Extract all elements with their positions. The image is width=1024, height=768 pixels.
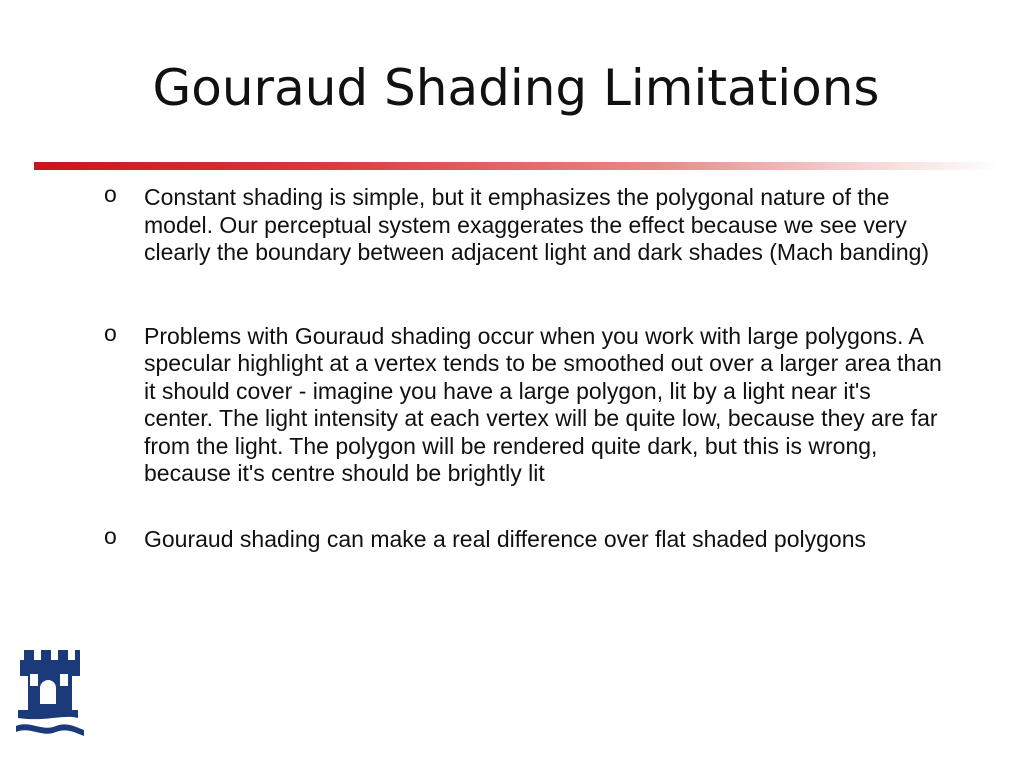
bullet-text: Constant shading is simple, but it emphasizes the polygonal nature of the model. Our perceptual system exaggerates the effect because we see very clearly the boundary between adjacent light and dark shades (Mach banding) <box>144 184 930 265</box>
bullet-text: Gouraud shading can make a real difference over flat shaded polygons <box>144 525 866 552</box>
university-castle-logo-icon <box>14 648 86 744</box>
bullet-marker: o <box>104 319 117 346</box>
bullet-list <box>104 181 944 553</box>
bullet-text: Problems with Gouraud shading occur when you work with large polygons. A specular highlight at a vertex tends to be smoothed out over a larger area than it should cover - imagine you have a large polygon, lit by a light near it's center. The light intensity at each vertex will be quite low, because they are far from the light. The polygon will be rendered quite dark, but this is wrong, because it's centre should be brightly lit <box>144 322 942 486</box>
bullet-item <box>104 181 944 267</box>
bullet-item <box>104 522 944 554</box>
bullet-marker: o <box>104 181 117 207</box>
bullet-marker: o <box>104 522 117 549</box>
title-divider <box>34 162 1000 170</box>
slide-title: Gouraud Shading Limitations <box>152 59 880 117</box>
bullet-item <box>104 319 944 488</box>
